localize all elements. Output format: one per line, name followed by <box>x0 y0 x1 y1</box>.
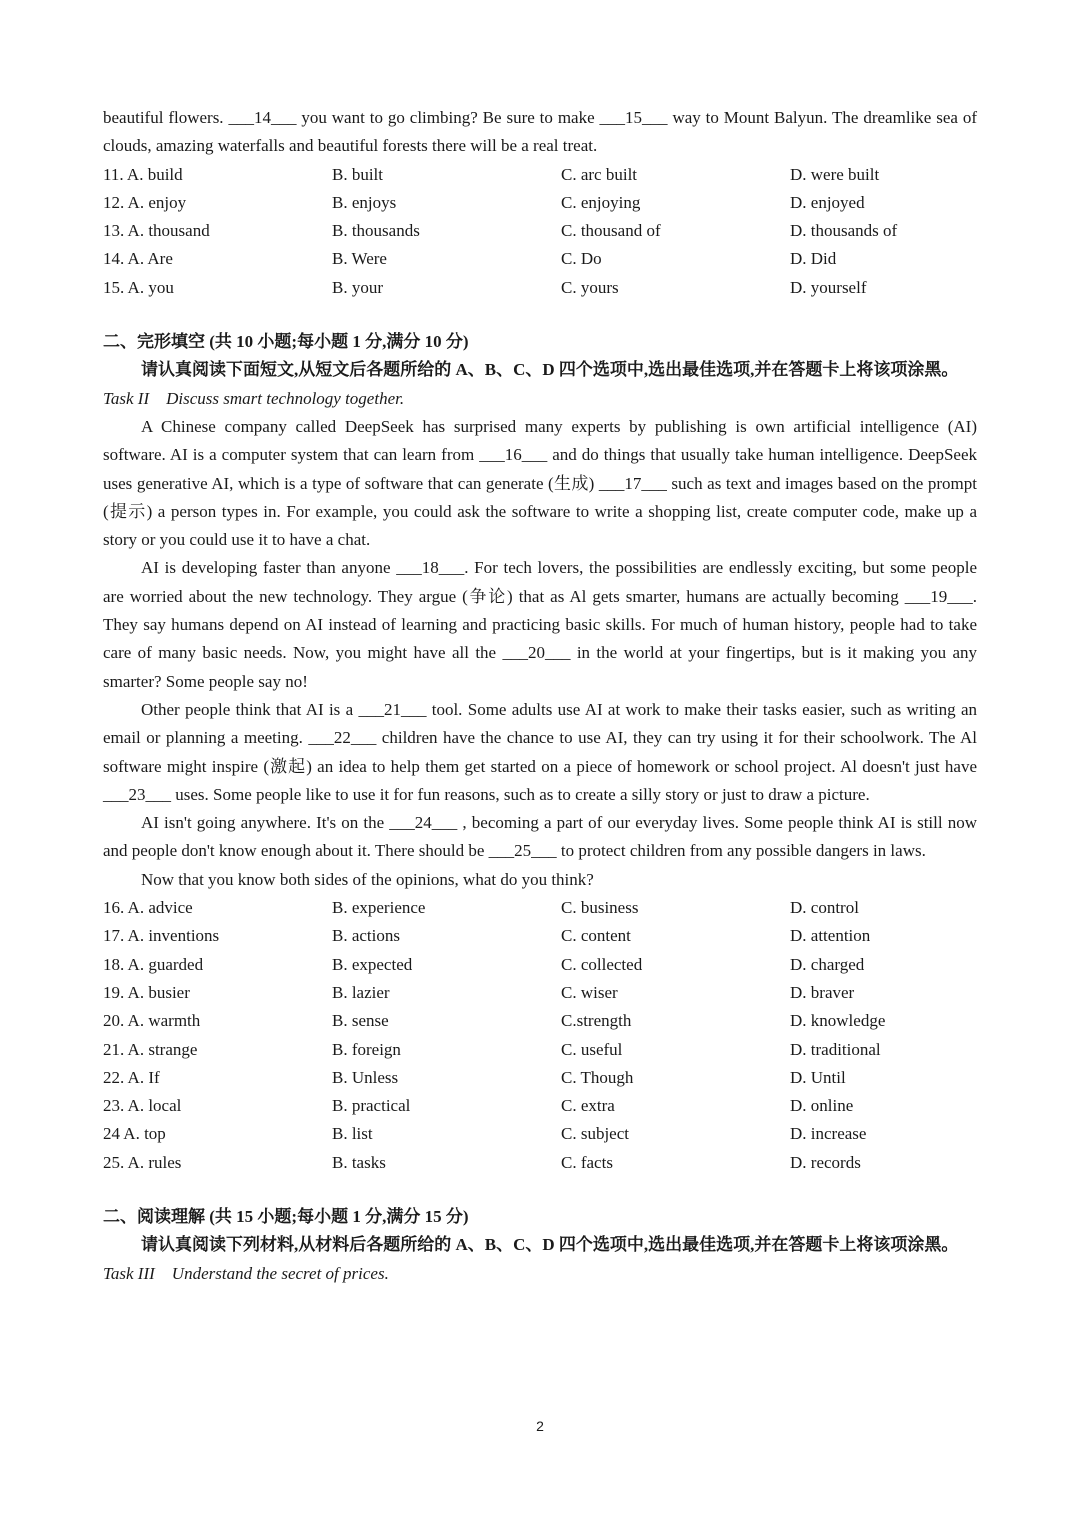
option-b: B. sense <box>332 1011 389 1031</box>
option-d: D. knowledge <box>790 1011 886 1031</box>
section2-task-title: Task II Discuss smart technology together. <box>103 388 405 408</box>
option-d: D. Did <box>790 249 837 269</box>
options-part1 <box>103 161 977 302</box>
option-b: B. practical <box>332 1096 411 1116</box>
option-b: B. actions <box>332 926 400 946</box>
option-c: C. business <box>561 898 639 918</box>
option-d: D. were built <box>790 164 880 184</box>
option-d: D. records <box>790 1152 861 1172</box>
option-a: 11. A. build <box>103 164 183 184</box>
option-row <box>103 1064 977 1092</box>
option-c: C. content <box>561 926 631 946</box>
option-c: C. useful <box>561 1039 623 1059</box>
option-row <box>103 217 977 245</box>
option-d: D. thousands of <box>790 221 898 241</box>
option-c: C. arc built <box>561 164 638 184</box>
option-d: D. enjoyed <box>790 192 865 212</box>
option-b: B. enjoys <box>332 192 397 212</box>
option-b: B. your <box>332 277 383 297</box>
option-row <box>103 1092 977 1120</box>
option-row <box>103 922 977 950</box>
option-c: C. subject <box>561 1124 629 1144</box>
option-c: C. Though <box>561 1067 634 1087</box>
option-d: D. Until <box>790 1067 846 1087</box>
options-section2 <box>103 894 977 1177</box>
option-row <box>103 1036 977 1064</box>
intro-paragraph: beautiful flowers. ___14___ you want to go climbing? Be sure to make ___15___ way to Mount Balyun. The dreamlike sea of clouds, amazing waterfalls and beautiful forests there will be a real treat. <box>103 108 977 156</box>
option-a: 12. A. enjoy <box>103 192 187 212</box>
option-c: C. wiser <box>561 982 618 1002</box>
option-a: 20. A. warmth <box>103 1011 201 1031</box>
passage-paragraph-4: AI isn't going anywhere. It's on the ___24___ , becoming a part of our everyday lives. Some people think AI is still now and people don't know enough about it. There should be ___25___ to protect children from any possible dangers in laws. <box>103 813 977 861</box>
section2-heading: 二、完形填空 (共 10 小题;每小题 1 分,满分 10 分) <box>103 332 469 352</box>
option-row <box>103 894 977 922</box>
option-b: B. lazier <box>332 982 390 1002</box>
option-a: 13. A. thousand <box>103 221 210 241</box>
option-d: D. yourself <box>790 277 867 297</box>
option-row <box>103 951 977 979</box>
option-d: D. increase <box>790 1124 867 1144</box>
option-b: B. thousands <box>332 221 420 241</box>
option-c: C.strength <box>561 1011 632 1031</box>
option-a: 17. A. inventions <box>103 926 220 946</box>
exam-page <box>103 104 977 1288</box>
option-d: D. charged <box>790 954 865 974</box>
option-a: 23. A. local <box>103 1096 182 1116</box>
option-row <box>103 1120 977 1148</box>
option-c: C. collected <box>561 954 643 974</box>
option-b: B. built <box>332 164 384 184</box>
option-a: 22. A. If <box>103 1067 160 1087</box>
section3-instruction: 请认真阅读下列材料,从材料后各题所给的 A、B、C、D 四个选项中,选出最佳选项,并在答题卡上将该项涂黑。 <box>141 1235 959 1255</box>
option-d: D. traditional <box>790 1039 881 1059</box>
passage-paragraph-5: Now that you know both sides of the opinions, what do you think? <box>141 869 594 889</box>
option-a: 16. A. advice <box>103 898 193 918</box>
section3-task-title: Task III Understand the secret of prices. <box>103 1263 389 1283</box>
option-a: 18. A. guarded <box>103 954 204 974</box>
section3-heading: 二、阅读理解 (共 15 小题;每小题 1 分,满分 15 分) <box>103 1206 469 1226</box>
page-number: 2 <box>536 1418 544 1434</box>
option-b: B. foreign <box>332 1039 401 1059</box>
option-a: 15. A. you <box>103 277 174 297</box>
option-d: D. attention <box>790 926 871 946</box>
option-a: 19. A. busier <box>103 982 190 1002</box>
passage-paragraph-2: AI is developing faster than anyone ___18___. For tech lovers, the possibilities are endlessly exciting, but some people are worried about the new technology. They argue (争论) that as Al gets smarter, humans are actually becoming ___19___. They say humans depend on AI instead of learning and practicing basic skills. For much of human history, people had to take care of many basic needs. Now, you might have all the ___20___ in the world at your fingertips, but is it making you any smarter? Some people say no! <box>103 558 977 691</box>
option-c: C. facts <box>561 1152 613 1172</box>
option-b: B. list <box>332 1124 373 1144</box>
option-d: D. braver <box>790 982 855 1002</box>
option-c: C. extra <box>561 1096 615 1116</box>
passage-paragraph-3: Other people think that AI is a ___21___ tool. Some adults use AI at work to make their tasks easier, such as writing an email or planning a meeting. ___22___ children have the chance to use AI, they can try using it for their schoolwork. The Al software might inspire (激起) an idea to help them get started on a piece of homework or school project. Al doesn't just have ___23___ uses. Some people like to use it for fun reasons, such as to create a silly story or just to draw a picture. <box>103 699 977 804</box>
option-a: 14. A. Are <box>103 249 173 269</box>
option-row <box>103 979 977 1007</box>
option-row <box>103 1007 977 1035</box>
section2-instruction: 请认真阅读下面短文,从短文后各题所给的 A、B、C、D 四个选项中,选出最佳选项,并在答题卡上将该项涂黑。 <box>141 360 959 380</box>
option-a: 24 A. top <box>103 1124 166 1144</box>
option-c: C. enjoying <box>561 192 641 212</box>
option-row <box>103 1149 977 1177</box>
option-row <box>103 245 977 273</box>
option-b: B. Unless <box>332 1067 399 1087</box>
option-b: B. tasks <box>332 1152 386 1172</box>
option-c: C. Do <box>561 249 602 269</box>
option-b: B. expected <box>332 954 413 974</box>
option-d: D. control <box>790 898 859 918</box>
option-d: D. online <box>790 1096 854 1116</box>
option-a: 25. A. rules <box>103 1152 182 1172</box>
option-row <box>103 161 977 189</box>
option-c: C. yours <box>561 277 619 297</box>
option-c: C. thousand of <box>561 221 661 241</box>
option-row <box>103 274 977 302</box>
option-b: B. Were <box>332 249 387 269</box>
passage-paragraph-1: A Chinese company called DeepSeek has surprised many experts by publishing is own artificial intelligence (AI) software. AI is a computer system that can learn from ___16___ and do things that usually take human intelligence. DeepSeek uses generative AI, which is a type of software that can generate (生成) ___17___ such as text and images based on the prompt (提示) a person types in. For example, you could ask the software to write a shopping list, create computer code, make up a story or you could use it to have a chat. <box>103 416 977 550</box>
option-b: B. experience <box>332 898 426 918</box>
option-a: 21. A. strange <box>103 1039 198 1059</box>
option-row <box>103 189 977 217</box>
